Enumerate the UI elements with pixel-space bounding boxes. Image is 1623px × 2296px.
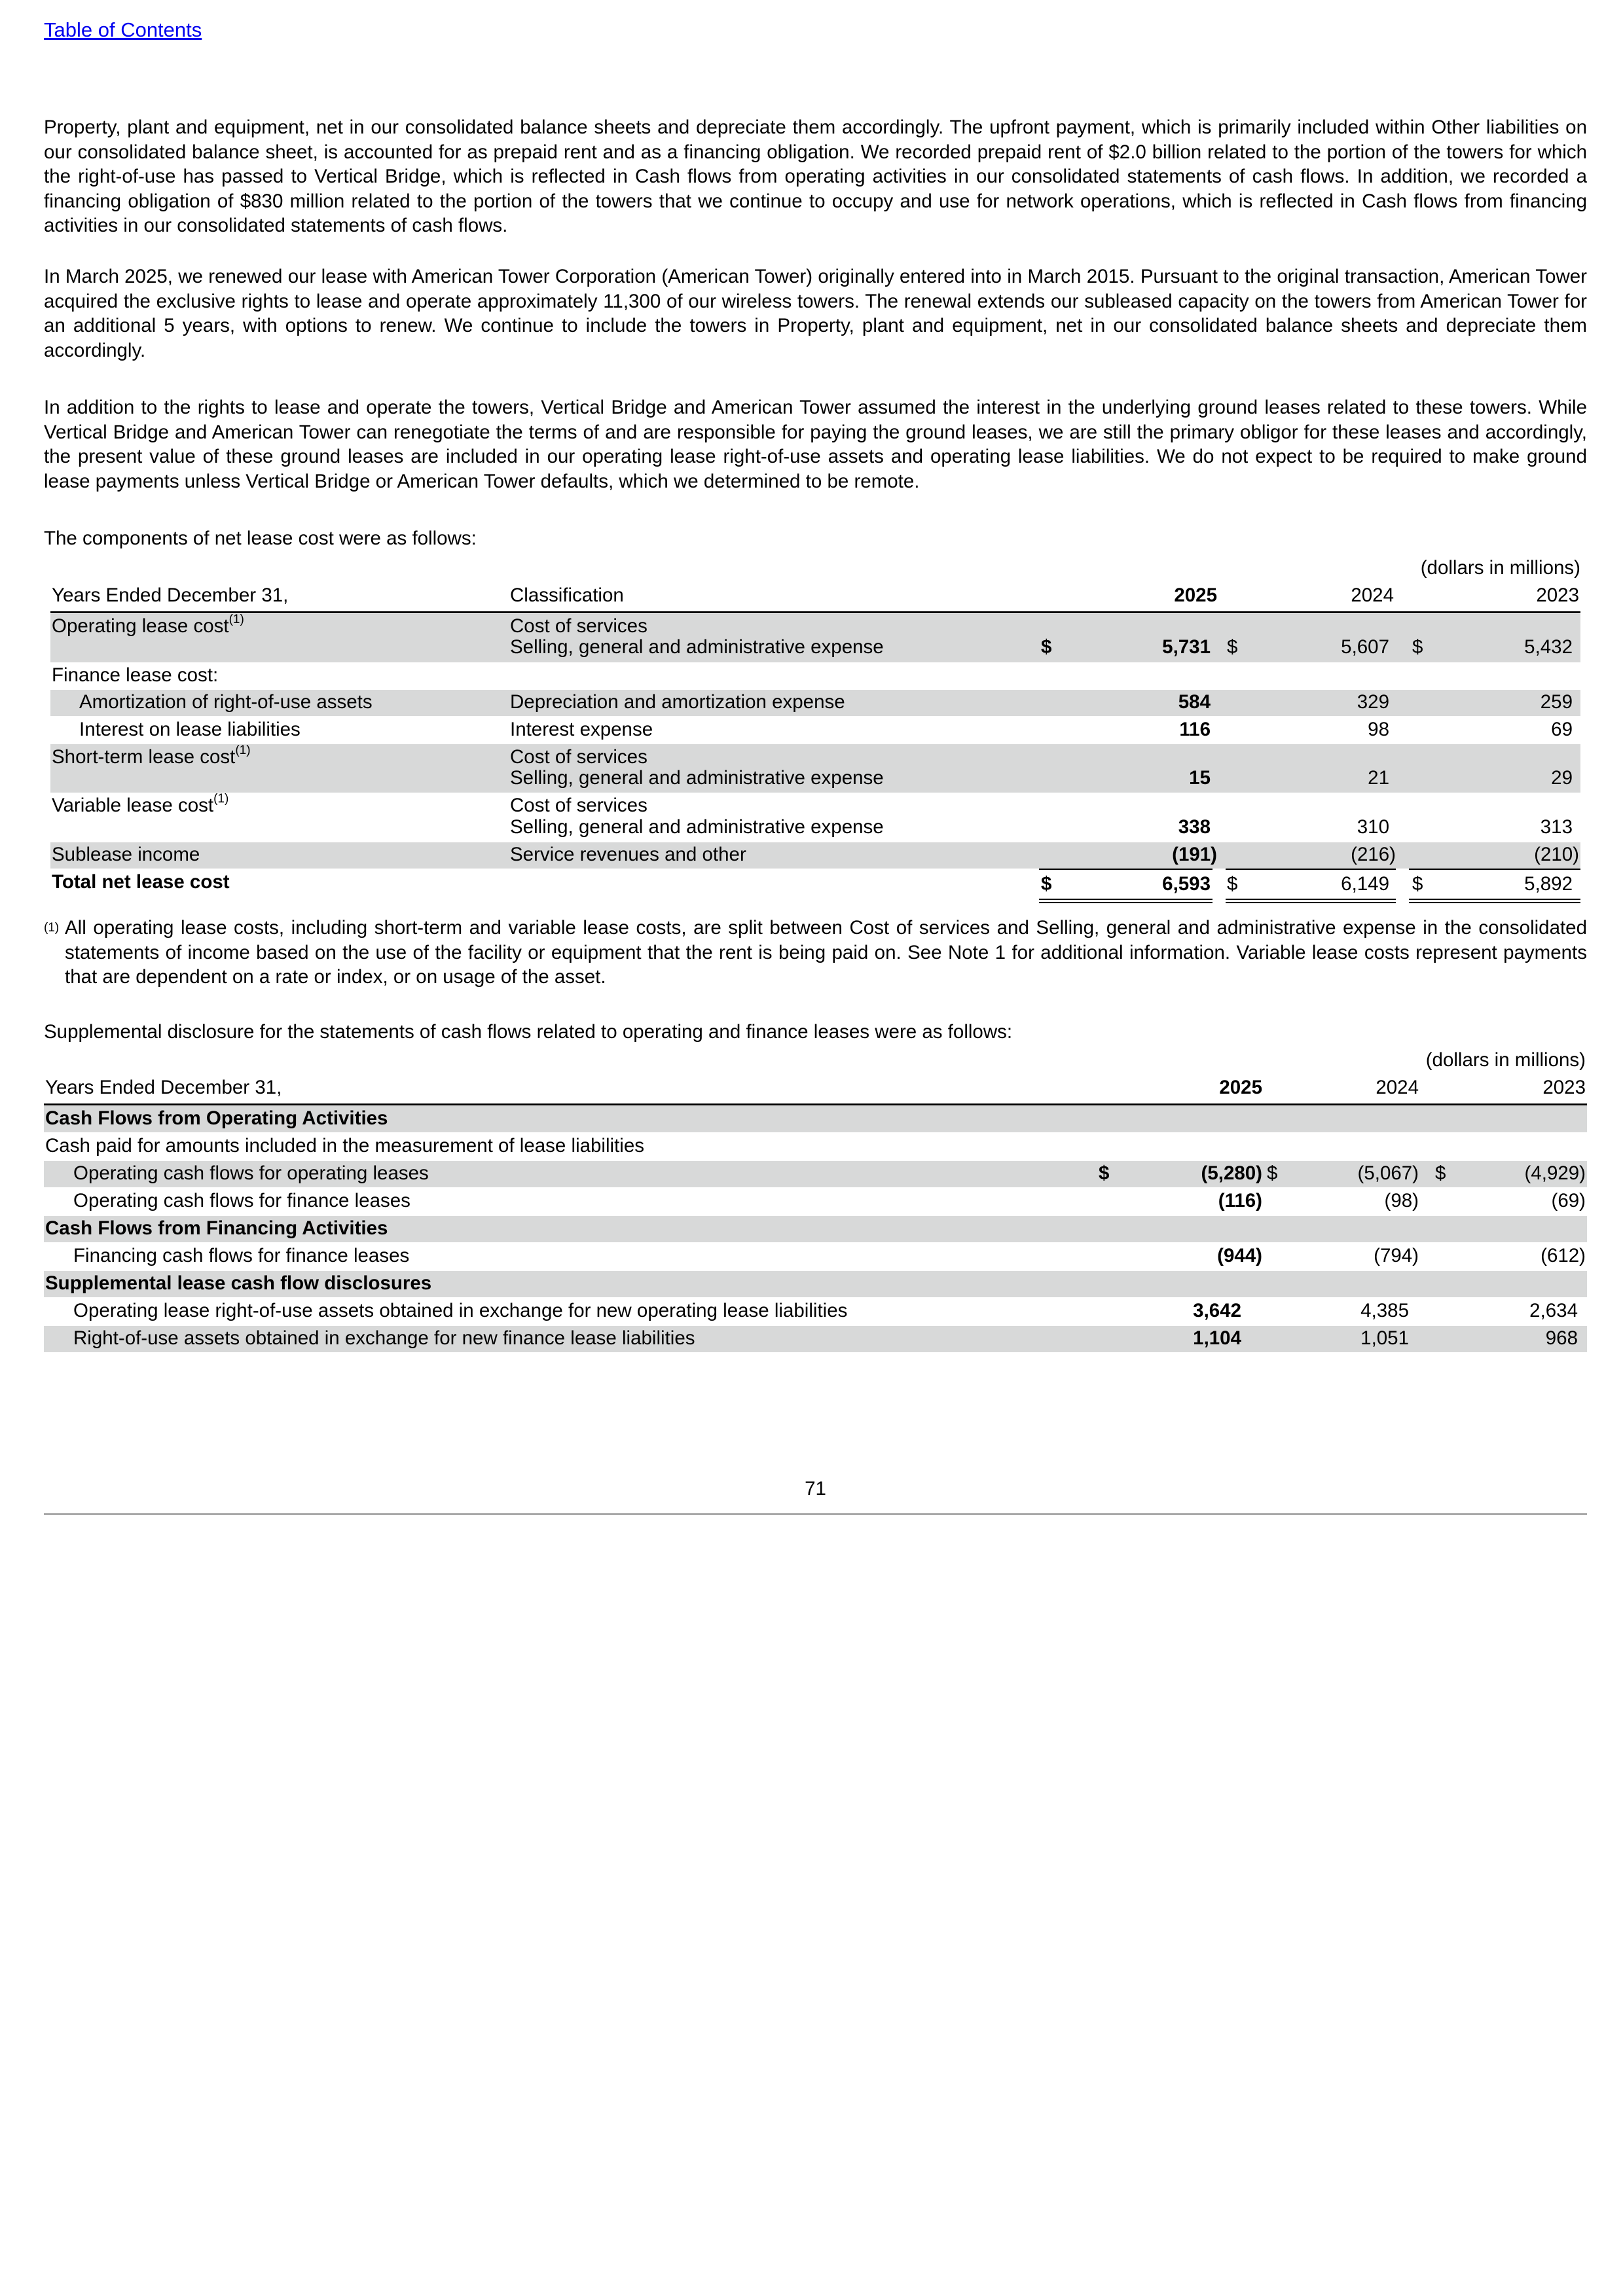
value-2023: (4,929) bbox=[1524, 1162, 1586, 1184]
value-2023: 2,634 bbox=[1529, 1300, 1578, 1321]
classification: Depreciation and amortization expense bbox=[510, 691, 845, 713]
lease-cash-flow-table bbox=[44, 0, 1587, 1374]
row-label-text: Operating lease cost bbox=[52, 615, 229, 637]
classification: Cost of services bbox=[510, 746, 647, 768]
footnote-ref: (1) bbox=[228, 613, 244, 626]
value-2023: 313 bbox=[1540, 816, 1573, 838]
table2-header-2025: 2025 bbox=[1219, 1077, 1262, 1098]
row-label: Amortization of right-of-use assets bbox=[79, 691, 373, 713]
value-2023: 5,892 bbox=[1524, 873, 1573, 895]
value-2024: 6,149 bbox=[1341, 873, 1389, 895]
row-label: Sublease income bbox=[52, 844, 200, 865]
value-2024: (98) bbox=[1384, 1190, 1419, 1211]
classification: Selling, general and administrative expense bbox=[510, 816, 884, 838]
value-2025: 5,731 bbox=[1162, 636, 1211, 658]
value-2024: (216) bbox=[1351, 844, 1396, 865]
value-2024: 21 bbox=[1368, 767, 1389, 789]
table2-units: (dollars in millions) bbox=[1425, 1049, 1586, 1071]
value-2025: (191) bbox=[1172, 844, 1217, 865]
value-2025: 3,642 bbox=[1193, 1300, 1241, 1321]
table1-header-2023: 2023 bbox=[1536, 584, 1579, 606]
footnote-ref: (1) bbox=[213, 792, 229, 806]
value-2024: (5,067) bbox=[1357, 1162, 1419, 1184]
value-2025: (116) bbox=[1218, 1190, 1262, 1211]
footer-divider bbox=[44, 1513, 1587, 1515]
row-label: Total net lease cost bbox=[52, 871, 230, 893]
value-2024: (794) bbox=[1374, 1245, 1419, 1266]
row-label: Financing cash flows for finance leases bbox=[73, 1245, 410, 1266]
value-2023: 259 bbox=[1540, 691, 1573, 713]
page-number: 71 bbox=[805, 1478, 826, 1499]
row-label: Interest on lease liabilities bbox=[79, 719, 301, 740]
table1-header-2024: 2024 bbox=[1351, 584, 1394, 606]
row-label: Finance lease cost: bbox=[52, 664, 219, 686]
paragraph-ground-leases: In addition to the rights to lease and operate the towers, Vertical Bridge and American Tower assumed the interest in the underlying ground leases related to these towers. While Vertical Bridge and American Tower can renegotiate the terms of and are responsible for paying the ground leases, we are still the primary obligor for these leases and accordingly, the present value of these ground leases are included in our operating lease right-of-use assets and operating lease liabilities. We do not expect to be required to make ground lease payments unless Vertical Bridge or American Tower defaults, which we determined to be remote. bbox=[44, 397, 1587, 492]
row-label: Operating cash flows for finance leases bbox=[73, 1190, 410, 1211]
currency-sign: $ bbox=[1412, 636, 1423, 658]
value-2025: 15 bbox=[1189, 767, 1211, 789]
value-2024: 329 bbox=[1357, 691, 1389, 713]
table2-header-label: Years Ended December 31, bbox=[45, 1077, 282, 1098]
classification: Interest expense bbox=[510, 719, 653, 740]
classification: Service revenues and other bbox=[510, 844, 746, 865]
currency-sign: $ bbox=[1041, 873, 1052, 895]
value-2025: (944) bbox=[1217, 1245, 1262, 1266]
value-2023: 29 bbox=[1551, 767, 1573, 789]
currency-sign: $ bbox=[1435, 1162, 1446, 1184]
value-2025: (5,280) bbox=[1201, 1162, 1262, 1184]
value-2023: 968 bbox=[1545, 1327, 1578, 1349]
classification: Cost of services bbox=[510, 615, 647, 637]
value-2024: 5,607 bbox=[1341, 636, 1389, 658]
currency-sign: $ bbox=[1227, 636, 1238, 658]
row-label: Operating cash flows for operating leases bbox=[73, 1162, 429, 1184]
paragraph-vertical-bridge: Property, plant and equipment, net in our consolidated balance sheets and depreciate them accordingly. The upfront payment, which is primarily included within Other liabilities on our consolidated balance sheet, is accounted for as prepaid rent and as a financing obligation. We recorded prepaid rent of $2.0 billion related to the portion of the towers for which the right-of-use has passed to Vertical Bridge, which is reflected in Cash flows from operating activities in our consolidated statements of cash flows. In addition, we recorded a financing obligation of $830 million related to the portion of the towers that we continue to occupy and use for network operations, which is reflected in Cash flows from financing activities in our consolidated statements of cash flows. bbox=[44, 117, 1587, 237]
classification: Selling, general and administrative expense bbox=[510, 767, 884, 789]
row-label-text: Variable lease cost bbox=[52, 795, 214, 816]
table1-intro: The components of net lease cost were as follows: bbox=[44, 528, 477, 549]
section-heading: Supplemental lease cash flow disclosures bbox=[45, 1272, 432, 1294]
table2-header-2024: 2024 bbox=[1376, 1077, 1419, 1098]
footnote-text: All operating lease costs, including short-term and variable lease costs, are split between Cost of services and Selling, general and administrative expense in the consolidated statements of income based on the use of the facility or equipment that the rent is being paid on. See Note 1 for additional information. Variable lease costs represent payments that are dependent on a rate or index, or on usage of the asset. bbox=[65, 917, 1587, 988]
row-label-text: Short-term lease cost bbox=[52, 746, 236, 768]
table1-units: (dollars in millions) bbox=[1420, 557, 1580, 579]
table2-intro: Supplemental disclosure for the statements of cash flows related to operating and finance leases were as follows: bbox=[44, 1021, 1013, 1043]
classification: Cost of services bbox=[510, 795, 647, 816]
value-2025: 338 bbox=[1178, 816, 1211, 838]
section-heading: Cash Flows from Operating Activities bbox=[45, 1107, 388, 1129]
value-2023: (69) bbox=[1551, 1190, 1586, 1211]
value-2023: 69 bbox=[1551, 719, 1573, 740]
currency-sign: $ bbox=[1227, 873, 1238, 895]
row-label: Cash paid for amounts included in the measurement of lease liabilities bbox=[45, 1135, 645, 1157]
currency-sign: $ bbox=[1267, 1162, 1278, 1184]
currency-sign: $ bbox=[1041, 636, 1052, 658]
footnote-mark: (1) bbox=[44, 921, 60, 935]
value-2023: 5,432 bbox=[1524, 636, 1573, 658]
value-2024: 310 bbox=[1357, 816, 1389, 838]
table2-header-2023: 2023 bbox=[1542, 1077, 1586, 1098]
table-of-contents-link[interactable]: Table of Contents bbox=[44, 18, 202, 41]
section-heading: Cash Flows from Financing Activities bbox=[45, 1217, 388, 1239]
value-2025: 6,593 bbox=[1162, 873, 1211, 895]
row-label: Right-of-use assets obtained in exchange for new finance lease liabilities bbox=[73, 1327, 695, 1349]
value-2024: 1,051 bbox=[1360, 1327, 1409, 1349]
footnote-ref: (1) bbox=[235, 744, 251, 757]
row-label: Operating lease right-of-use assets obtained in exchange for new operating lease liabilities bbox=[73, 1300, 848, 1321]
value-2023: (210) bbox=[1534, 844, 1579, 865]
classification: Selling, general and administrative expense bbox=[510, 636, 884, 658]
value-2023: (612) bbox=[1541, 1245, 1586, 1266]
currency-sign: $ bbox=[1099, 1162, 1110, 1184]
currency-sign: $ bbox=[1412, 873, 1423, 895]
table1-header-2025: 2025 bbox=[1174, 584, 1217, 606]
value-2024: 4,385 bbox=[1360, 1300, 1409, 1321]
value-2025: 116 bbox=[1179, 719, 1211, 740]
value-2025: 584 bbox=[1178, 691, 1211, 713]
paragraph-american-tower: In March 2025, we renewed our lease with American Tower Corporation (American Tower) originally entered into in March 2015. Pursuant to the original transaction, American Tower acquired the exclusive rights to lease and operate approximately 11,300 of our wireless towers. The renewal extends our subleased capacity on the towers from American Tower for an additional 5 years, with options to renew. We continue to include the towers in Property, plant and equipment, net in our consolidated balance sheets and depreciate them accordingly. bbox=[44, 266, 1587, 361]
value-2025: 1,104 bbox=[1193, 1327, 1241, 1349]
table1-header-label: Years Ended December 31, bbox=[52, 584, 289, 606]
table1-header-classification: Classification bbox=[510, 584, 624, 606]
table2-header-rule bbox=[44, 1103, 1587, 1105]
value-2024: 98 bbox=[1368, 719, 1389, 740]
